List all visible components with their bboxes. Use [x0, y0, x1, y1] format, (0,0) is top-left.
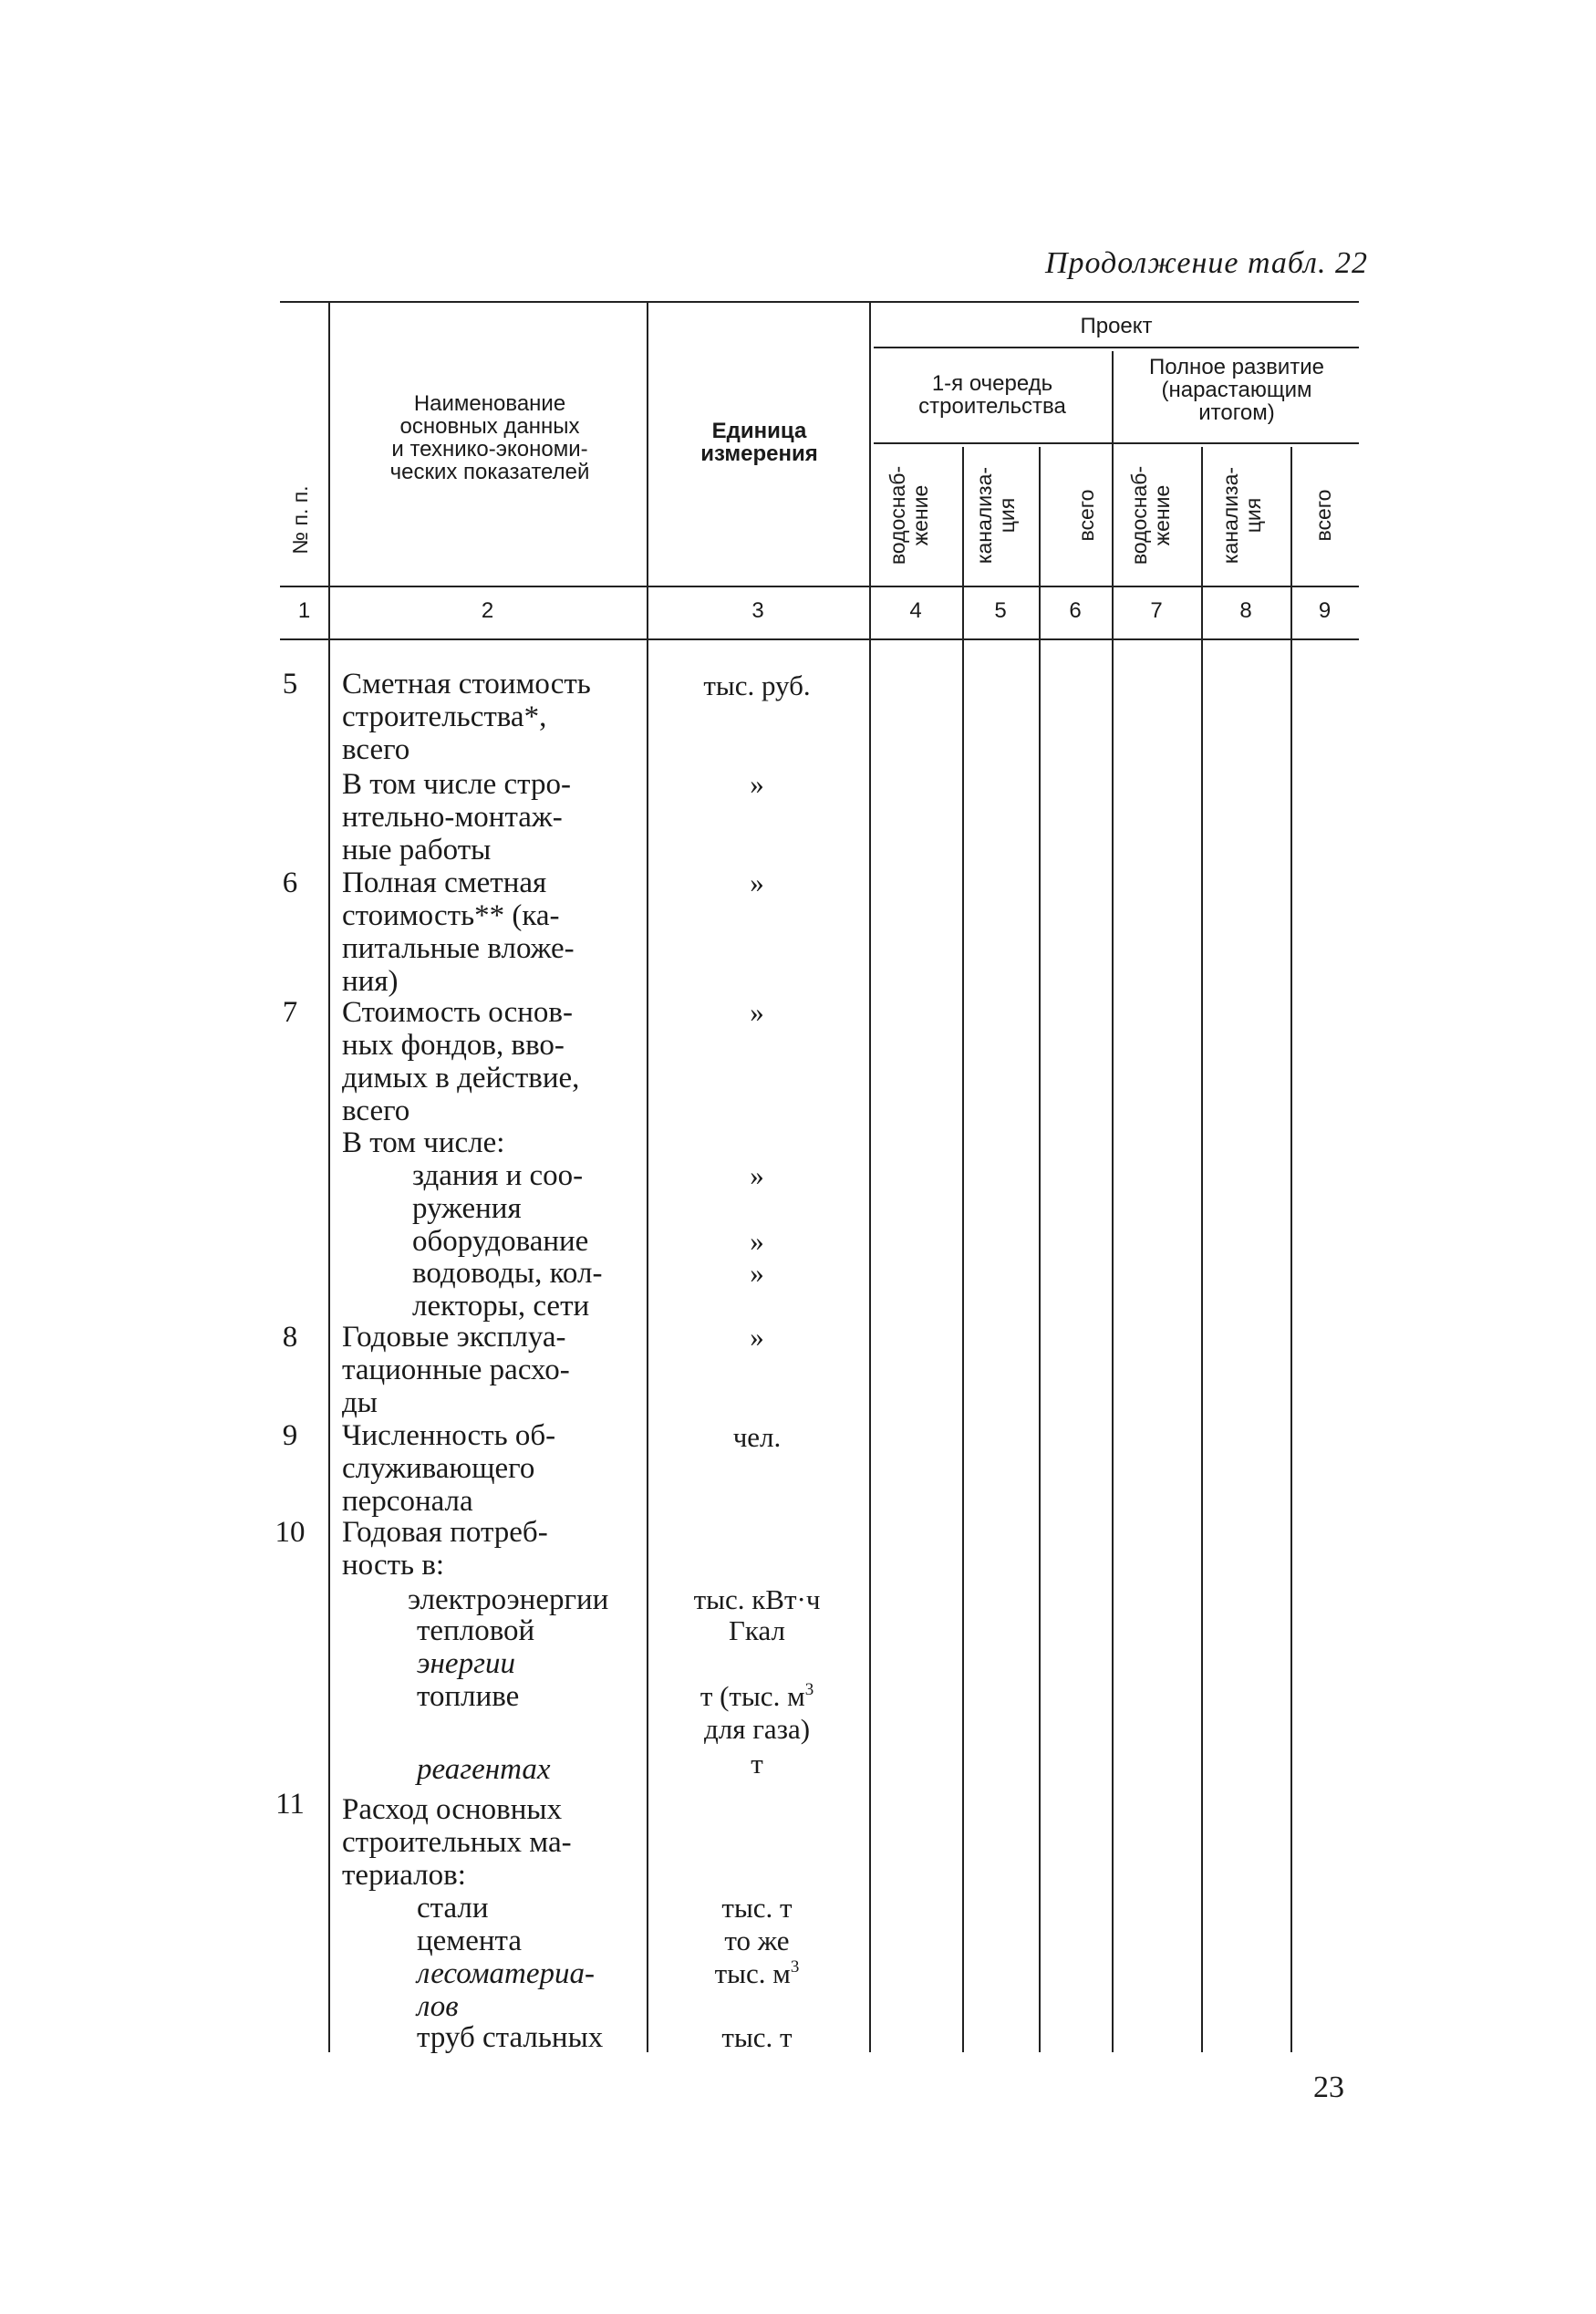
- col-rule-4: [962, 447, 964, 2052]
- row-11a-unit: тыс. т: [721, 1892, 793, 1924]
- row-9-name: Численность об- служивающего персонала: [342, 1419, 556, 1518]
- col-rule-3: [869, 301, 871, 2052]
- row-7c-name: оборудование: [412, 1225, 589, 1258]
- row-11b-unit: то же: [724, 1925, 790, 1956]
- row-11-number: 11: [275, 1788, 305, 1821]
- header-sewer-full: канализа- ция: [1218, 466, 1265, 565]
- colnum-2: 2: [481, 598, 494, 623]
- row-11c-unit: тыс. $м^3$: [714, 1957, 800, 1989]
- row-7b-unit: »: [750, 1159, 764, 1191]
- row-11d-name: труб стальных: [417, 2021, 604, 2054]
- row-5-number: 5: [282, 668, 298, 700]
- colnum-9: 9: [1318, 598, 1332, 623]
- header-project: Проект: [1080, 314, 1153, 338]
- row-5-unit: тыс. руб.: [703, 669, 811, 701]
- row-5-name: Сметная стоимость строительства*, всего: [342, 668, 591, 766]
- header-col-number: № п. п.: [288, 485, 312, 555]
- row-10a-unit: тыс. кВт·ч: [693, 1583, 821, 1615]
- subgroup-rule: [874, 442, 1359, 444]
- row-8-unit: »: [750, 1321, 764, 1353]
- row-7d-unit: »: [750, 1257, 764, 1289]
- row-10c-unit: т (тыс. $м^3$ для газа): [700, 1680, 814, 1745]
- row-11-name: Расход основных строительных ма- териалов:: [342, 1793, 572, 1892]
- page-number: 23: [1313, 2070, 1344, 2104]
- header-col-name: Наименование основных данных и технико-экономи- ческих показателей: [389, 391, 590, 484]
- header-water-stage1: водоснаб- жение: [886, 465, 932, 566]
- row-5a-unit: »: [750, 768, 764, 800]
- colnum-7: 7: [1150, 598, 1163, 623]
- row-10d-name: реагентах: [417, 1753, 551, 1786]
- col-rule-2: [647, 301, 648, 2052]
- row-7-number: 7: [282, 996, 298, 1029]
- colnum-5: 5: [994, 598, 1007, 623]
- row-7c-unit: »: [750, 1225, 764, 1257]
- colnum-8: 8: [1239, 598, 1252, 623]
- row-7-unit: »: [750, 996, 764, 1028]
- row-10b-unit: Гкал: [728, 1614, 785, 1646]
- row-6-number: 6: [282, 866, 298, 899]
- row-10a-name: электроэнергии: [408, 1583, 609, 1616]
- project-rule: [874, 347, 1359, 348]
- row-10-number: 10: [275, 1516, 306, 1549]
- row-7-name: Стоимость основ- ных фондов, вво- димых в действие, всего: [342, 996, 580, 1127]
- row-10b-name: тепловой энергии: [417, 1614, 535, 1680]
- row-10-name: Годовая потреб- ность в:: [342, 1516, 548, 1582]
- colnum-4: 4: [909, 598, 922, 623]
- col-rule-8: [1290, 447, 1292, 2052]
- row-10d-unit: т: [751, 1748, 763, 1780]
- header-water-full: водоснаб- жение: [1127, 465, 1174, 566]
- col-rule-5: [1039, 447, 1041, 2052]
- row-8-number: 8: [282, 1321, 298, 1354]
- row-5a-name: В том числе стро- нтельно-монтаж- ные работы: [342, 768, 571, 866]
- row-11b-name: цемента: [417, 1925, 522, 1957]
- col-rule-7: [1201, 447, 1203, 2052]
- header-total-full: всего: [1311, 489, 1335, 542]
- table-top-rule: [280, 301, 1359, 303]
- header-sewer-stage1: канализа- ция: [972, 466, 1019, 565]
- colnum-3: 3: [751, 598, 764, 623]
- header-full-development: Полное развитие (нарастающим итогом): [1148, 355, 1325, 425]
- col-rule-1: [328, 301, 330, 2052]
- header-total-stage1: всего: [1074, 489, 1098, 542]
- row-8-name: Годовые эксплуа- тационные расхо- ды: [342, 1321, 570, 1419]
- header-bottom-rule: [280, 586, 1359, 587]
- row-9-unit: чел.: [732, 1421, 782, 1453]
- row-7b-name: здания и соо- ружения: [412, 1159, 584, 1225]
- row-9-number: 9: [282, 1419, 298, 1452]
- row-6-name: Полная сметная стоимость** (ка- питальные вложе- ния): [342, 866, 575, 998]
- data-table: [275, 292, 1359, 2054]
- row-11a-name: стали: [417, 1892, 489, 1925]
- row-11d-unit: тыс. т: [721, 2021, 793, 2053]
- header-col-unit: Единица измерения: [700, 419, 818, 466]
- colnum-1: 1: [297, 598, 311, 623]
- numbers-bottom-rule: [280, 638, 1359, 640]
- row-7d-name: водоводы, кол- лекторы, сети: [412, 1257, 603, 1323]
- row-7a-name: В том числе:: [342, 1126, 505, 1159]
- row-10c-name: топливе: [417, 1680, 520, 1713]
- colnum-6: 6: [1069, 598, 1082, 623]
- header-stage-1: 1-я очередь строительства: [918, 371, 1066, 419]
- row-11c-name: лесоматериа- лов: [417, 1957, 596, 2023]
- table-caption: Продолжение табл. 22: [1044, 246, 1368, 280]
- row-6-unit: »: [750, 866, 764, 898]
